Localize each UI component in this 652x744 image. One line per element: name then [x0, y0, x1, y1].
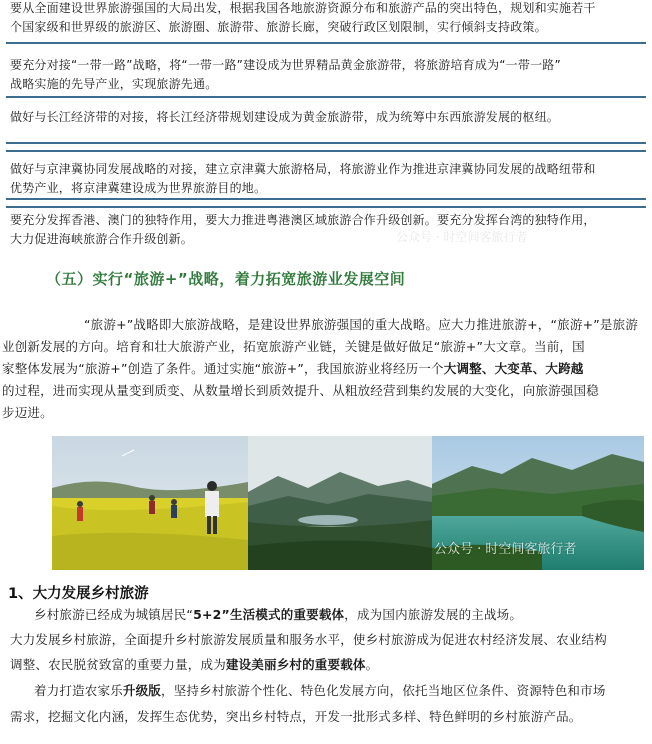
strategy-box-2 [6, 52, 646, 98]
strategy-box-2-line2: 战略实施的先导产业，实现旅游先通。 [10, 77, 218, 91]
para-line-3-bold: 大调整、大变革、大跨越 [443, 361, 584, 376]
photo-mountain-lake [248, 436, 432, 570]
photo-watermark: 公众号 · 时空间客旅行者 [434, 542, 577, 557]
heading-rural-tourism: 1、大力发展乡村旅游 [8, 586, 149, 602]
body-line-3-post: 。 [365, 657, 379, 672]
strategy-box-3 [6, 104, 646, 144]
para-line-1: “旅游+”战略即大旅游战略，是建设世界旅游强国的重大战略。应大力推进旅游+，“旅游+”是旅游 [84, 317, 639, 332]
strategy-box-1-line2: 个国家级和世界级的旅游区、旅游圈、旅游带、旅游长廊，突破行政区划限制，实行倾斜支持政策。 [10, 20, 547, 34]
body-line-4-post: ，坚持乡村旅游个性化、特色化发展方向，依托当地区位条件、资源特色和市场 [161, 683, 606, 698]
body-line-5: 需求，挖掘文化内涵，发挥生态优势，突出乡村特点，开发一批形式多样、特色鲜明的乡村旅游产品。 [10, 709, 582, 724]
strategy-box-3-line1: 做好与长江经济带的对接，将长江经济带规划建设成为黄金旅游带，成为统筹中东西旅游发展的枢纽。 [10, 110, 560, 124]
body-line-1-pre: 乡村旅游已经成为城镇居民“ [34, 607, 194, 622]
strategy-box-4-line1: 做好与京津冀协同发展战略的对接，建立京津冀大旅游格局，将旅游业作为推进京津冀协同发展的战略纽带和 [10, 162, 596, 176]
photo-strip [52, 436, 644, 570]
body-line-1-post: ，成为国内旅游发展的主战场。 [344, 607, 523, 622]
mountain-lake-image [248, 436, 432, 570]
section-title: （五）实行“旅游+”战略，着力拓宽旅游业发展空间 [46, 270, 406, 288]
strategy-box-5 [6, 206, 646, 250]
body-line-1 [34, 604, 522, 626]
strategy-box-1 [6, 0, 646, 44]
para-line-3-text: 家整体发展为“旅游+”创造了条件。通过实施“旅游+”，我国旅游业将经历一个 [2, 361, 444, 376]
tourism-plus-paragraph [2, 314, 648, 424]
strategy-box-1-line1: 要从全面建设世界旅游强国的大局出发，根据我国各地旅游资源分布和旅游产品的突出特色，规划和实施若干 [10, 1, 596, 15]
para-line-3 [2, 358, 648, 380]
strategy-box-5-line1: 要充分发挥香港、澳门的独特作用，要大力推进粤港澳区域旅游合作升级创新。要充分发挥台湾的独特作用， [10, 213, 596, 227]
body-line-3-pre: 调整、农民脱贫致富的重要力量，成为 [10, 657, 226, 672]
body-line-2: 大力发展乡村旅游，全面提升乡村旅游发展质量和服务水平，使乡村旅游成为促进农村经济发展、农业结构 [10, 632, 607, 647]
faint-watermark: 公众号 · 时空间客旅行者 [396, 230, 528, 244]
body-line-4 [34, 680, 606, 702]
strategy-box-4-line2: 优势产业，将京津冀建设成为世界旅游目的地。 [10, 181, 267, 195]
body-line-1-bold: 5+2”生活模式的重要载体 [193, 607, 345, 622]
body-line-3 [10, 654, 378, 676]
para-line-5: 步迈进。 [2, 405, 53, 420]
photo-rapeseed-field [52, 436, 248, 570]
para-line-2: 业创新发展的方向。培育和壮大旅游产业，拓宽旅游产业链，关键是做好做足“旅游+”大文章。当前，国 [2, 339, 585, 354]
strategy-box-5-line2: 大力促进海峡旅游合作升级创新。 [10, 232, 194, 246]
para-line-4: 的过程，进而实现从量变到质变、从数量增长到质效提升、从粗放经营到集约发展的大变化，向旅游强国稳 [2, 383, 599, 398]
body-line-4-bold: 升级版 [122, 683, 162, 698]
strategy-box-2-line1: 要充分对接“一带一路”战略，将“一带一路”建设成为世界精品黄金旅游带，将旅游培育成为“一带一路” [10, 58, 561, 72]
body-line-4-pre: 着力打造农家乐 [34, 683, 123, 698]
strategy-box-4 [6, 150, 646, 200]
rapeseed-field-image [52, 436, 248, 570]
body-line-3-bold: 建设美丽乡村的重要载体 [225, 657, 366, 672]
